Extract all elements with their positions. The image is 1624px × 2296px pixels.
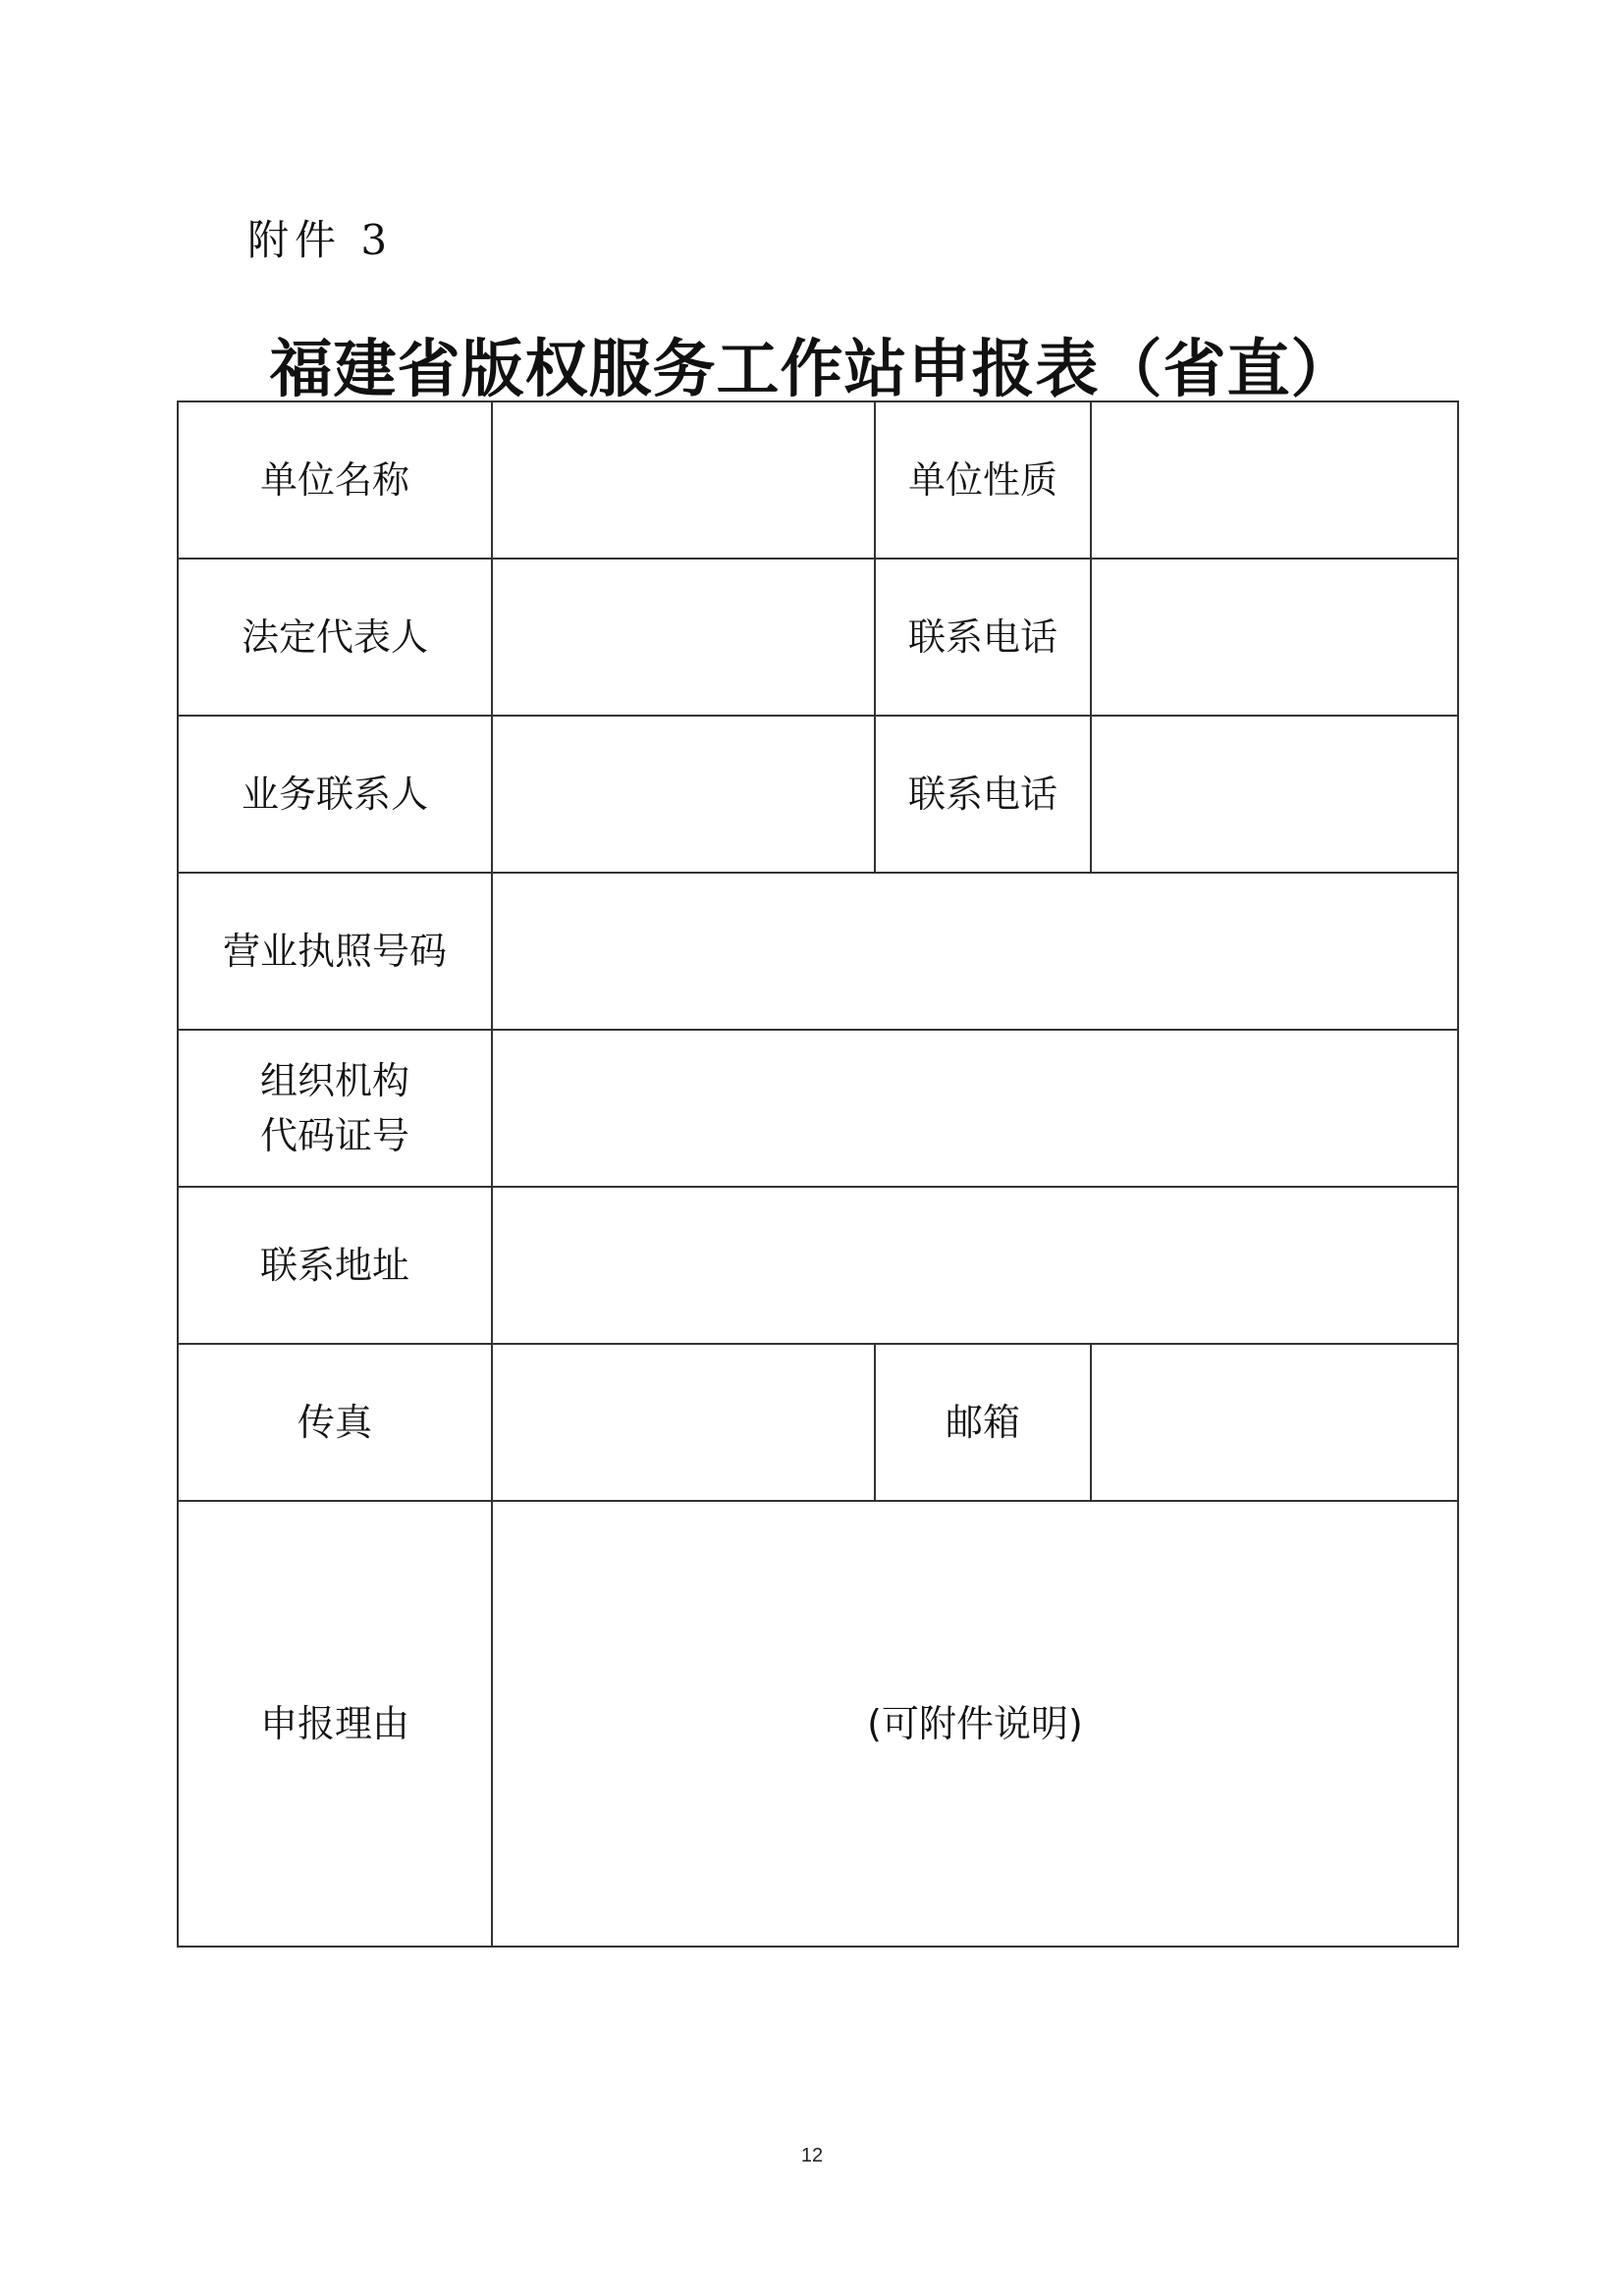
table-row bbox=[178, 716, 1458, 873]
table-row bbox=[178, 1187, 1458, 1344]
application-form-table bbox=[177, 400, 1459, 1948]
business-contact-phone-field[interactable] bbox=[1091, 716, 1458, 873]
email-label: 邮箱 bbox=[875, 1344, 1091, 1501]
unit-name-field[interactable] bbox=[492, 401, 875, 559]
address-label: 联系地址 bbox=[178, 1187, 492, 1344]
page-number: 12 bbox=[800, 2145, 824, 2166]
unit-type-label: 单位性质 bbox=[875, 401, 1091, 559]
org-code-field[interactable] bbox=[492, 1030, 1458, 1187]
unit-type-field[interactable] bbox=[1091, 401, 1458, 559]
table-row bbox=[178, 873, 1458, 1030]
table-row bbox=[178, 401, 1458, 559]
address-field[interactable] bbox=[492, 1187, 1458, 1344]
license-number-label: 营业执照号码 bbox=[178, 873, 492, 1030]
table-row bbox=[178, 1030, 1458, 1187]
org-code-label-line1: 组织机构 bbox=[259, 1059, 409, 1102]
legal-rep-label: 法定代表人 bbox=[178, 559, 492, 716]
form-title: 福建省版权服务工作站申报表（省直） bbox=[269, 333, 1355, 406]
org-code-label-line2: 代码证号 bbox=[259, 1114, 409, 1157]
reason-field[interactable] bbox=[492, 1501, 1458, 1947]
business-contact-field[interactable] bbox=[492, 716, 875, 873]
org-code-label bbox=[178, 1030, 492, 1187]
business-contact-label: 业务联系人 bbox=[178, 716, 492, 873]
reason-label: 申报理由 bbox=[178, 1501, 492, 1947]
legal-rep-phone-field[interactable] bbox=[1091, 559, 1458, 716]
attachment-label: 附件 3 bbox=[247, 216, 394, 264]
fax-field[interactable] bbox=[492, 1344, 875, 1501]
fax-label: 传真 bbox=[178, 1344, 492, 1501]
business-contact-phone-label: 联系电话 bbox=[875, 716, 1091, 873]
email-field[interactable] bbox=[1091, 1344, 1458, 1501]
license-number-field[interactable] bbox=[492, 873, 1458, 1030]
reason-hint: (可附件说明) bbox=[867, 1702, 1083, 1745]
table-row bbox=[178, 1344, 1458, 1501]
legal-rep-field[interactable] bbox=[492, 559, 875, 716]
table-row bbox=[178, 559, 1458, 716]
legal-rep-phone-label: 联系电话 bbox=[875, 559, 1091, 716]
unit-name-label: 单位名称 bbox=[178, 401, 492, 559]
table-row bbox=[178, 1501, 1458, 1947]
